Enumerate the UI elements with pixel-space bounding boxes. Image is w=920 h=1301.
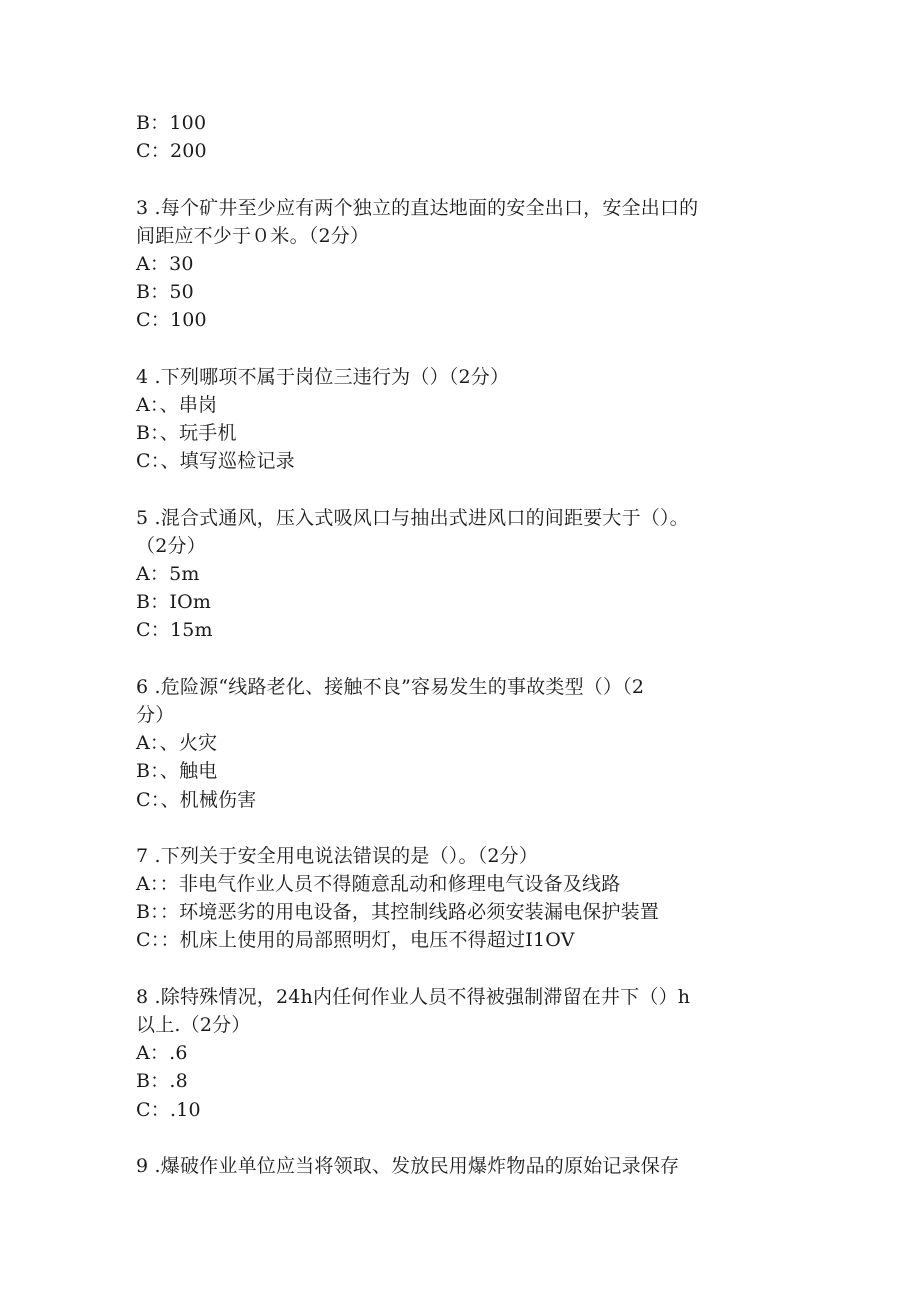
document-body [136, 109, 786, 1180]
option-label: B [136, 422, 151, 445]
option-separator: ： [150, 450, 161, 473]
option-text: 、触电 [159, 760, 218, 783]
option-label: A [136, 563, 150, 585]
option-label: A [136, 1042, 150, 1065]
option-b [136, 588, 786, 616]
option-label: C [136, 309, 151, 332]
option-label: B [136, 760, 151, 783]
question-7 [136, 842, 786, 955]
option-label: B [136, 281, 151, 304]
question-3 [136, 194, 786, 335]
option-text: ：环境恶劣的用电设备，其控制线路必须安装漏电保护装置 [159, 901, 660, 924]
option-separator: ： [150, 309, 170, 332]
option-separator: ： [150, 619, 170, 642]
option-label: B [136, 112, 151, 134]
option-text: ：非电气作业人员不得随意乱动和修理电气设备及线路 [159, 873, 621, 896]
option-separator: ： [150, 281, 170, 304]
option-label: A [136, 393, 150, 416]
spacer [136, 955, 786, 983]
option-separator: ： [149, 1042, 170, 1065]
option-text: 、火灾 [159, 732, 218, 755]
option-separator: ： [150, 591, 170, 614]
option-c [136, 1096, 786, 1124]
option-label: A [136, 873, 150, 896]
option-text: .8 [169, 1070, 188, 1093]
option-label: B [136, 901, 151, 924]
option-label: C [136, 619, 151, 642]
option-b [136, 757, 786, 785]
option-c [136, 137, 786, 165]
question-9 [136, 1152, 786, 1180]
question-5 [136, 504, 786, 645]
option-a [136, 250, 786, 278]
option-b [136, 1067, 786, 1095]
option-text: ：机床上使用的局部照明灯，电压不得超过I1OV [160, 929, 575, 952]
option-b [136, 278, 786, 306]
question-2-carryover [136, 109, 786, 165]
option-separator: ： [150, 112, 170, 134]
option-c [136, 616, 786, 644]
option-label: C [136, 450, 151, 473]
question-stem-line: 间距应不少于０米。（2分） [136, 224, 370, 247]
option-a [136, 1039, 786, 1067]
option-label: C [136, 140, 151, 163]
question-stem-line: 5 .混合式通风，压入式吸风口与抽出式进风口的间距要大于（）。 [136, 506, 689, 529]
question-stem-line: 9 .爆破作业单位应当将领取、发放民用爆炸物品的原始记录保存 [136, 1154, 680, 1177]
spacer [136, 645, 786, 673]
option-label: A [136, 732, 150, 755]
option-separator: ： [150, 788, 161, 811]
question-4 [136, 363, 786, 476]
option-label: A [136, 252, 150, 275]
spacer [136, 335, 786, 363]
question-stem-line: 7 .下列关于安全用电说法错误的是（）。（2分） [136, 844, 539, 867]
option-text: .6 [169, 1042, 188, 1065]
option-a [136, 870, 786, 898]
option-text: 100 [169, 112, 207, 134]
option-label: C [136, 1098, 151, 1121]
option-text: 200 [169, 140, 207, 163]
option-separator: ： [149, 873, 160, 896]
spacer [136, 814, 786, 842]
question-8 [136, 983, 786, 1124]
question-stem-line: 以上.（2分） [136, 1014, 251, 1036]
option-text: 100 [169, 309, 207, 332]
option-c [136, 447, 786, 475]
option-separator: ： [150, 901, 160, 924]
option-text: 、玩手机 [159, 422, 237, 445]
option-separator: ： [150, 760, 160, 783]
option-text: 30 [169, 252, 194, 275]
option-c [136, 926, 786, 954]
option-separator: ： [150, 140, 170, 163]
question-stem-line: 6 .危险源“线路老化、接触不良”容易发生的事故类型（）（2 [136, 675, 645, 698]
option-text: 5m [169, 563, 200, 585]
question-stem-line: 8 .除特殊情况，24h内任何作业人员不得被强制滞留在井下（）h [136, 985, 691, 1008]
option-label: B [136, 1070, 151, 1093]
question-6 [136, 673, 786, 814]
option-separator: ： [149, 393, 160, 416]
option-label: C [136, 929, 151, 952]
option-separator: ： [149, 732, 160, 755]
question-stem-line: 分） [136, 703, 175, 726]
option-separator: ： [150, 422, 160, 445]
option-text: 、机械伤害 [160, 788, 257, 811]
option-separator: ： [149, 252, 170, 275]
option-text: 、串岗 [159, 393, 218, 416]
option-separator: ： [150, 1070, 170, 1093]
option-c [136, 306, 786, 334]
option-b [136, 898, 786, 926]
question-stem-line: 4 .下列哪项不属于岗位三违行为（）（2分） [136, 365, 510, 388]
option-separator: ： [150, 929, 161, 952]
option-separator: ： [149, 563, 170, 585]
option-a [136, 729, 786, 757]
option-b [136, 419, 786, 447]
option-b [136, 109, 786, 137]
option-text: IOm [169, 591, 212, 614]
option-text: .10 [169, 1098, 201, 1121]
option-label: B [136, 591, 151, 614]
option-label: C [136, 788, 151, 811]
option-c [136, 786, 786, 814]
option-separator: ： [150, 1098, 170, 1121]
question-stem-line: 3 .每个矿井至少应有两个独立的直达地面的安全出口，安全出口的 [136, 196, 699, 219]
spacer [136, 1124, 786, 1152]
option-text: 15m [169, 619, 213, 642]
spacer [136, 475, 786, 503]
question-stem-line: （2分） [136, 534, 206, 557]
spacer [136, 165, 786, 193]
option-text: 50 [169, 281, 194, 304]
option-a [136, 560, 786, 588]
option-a [136, 391, 786, 419]
option-text: 、填写巡检记录 [160, 450, 295, 473]
